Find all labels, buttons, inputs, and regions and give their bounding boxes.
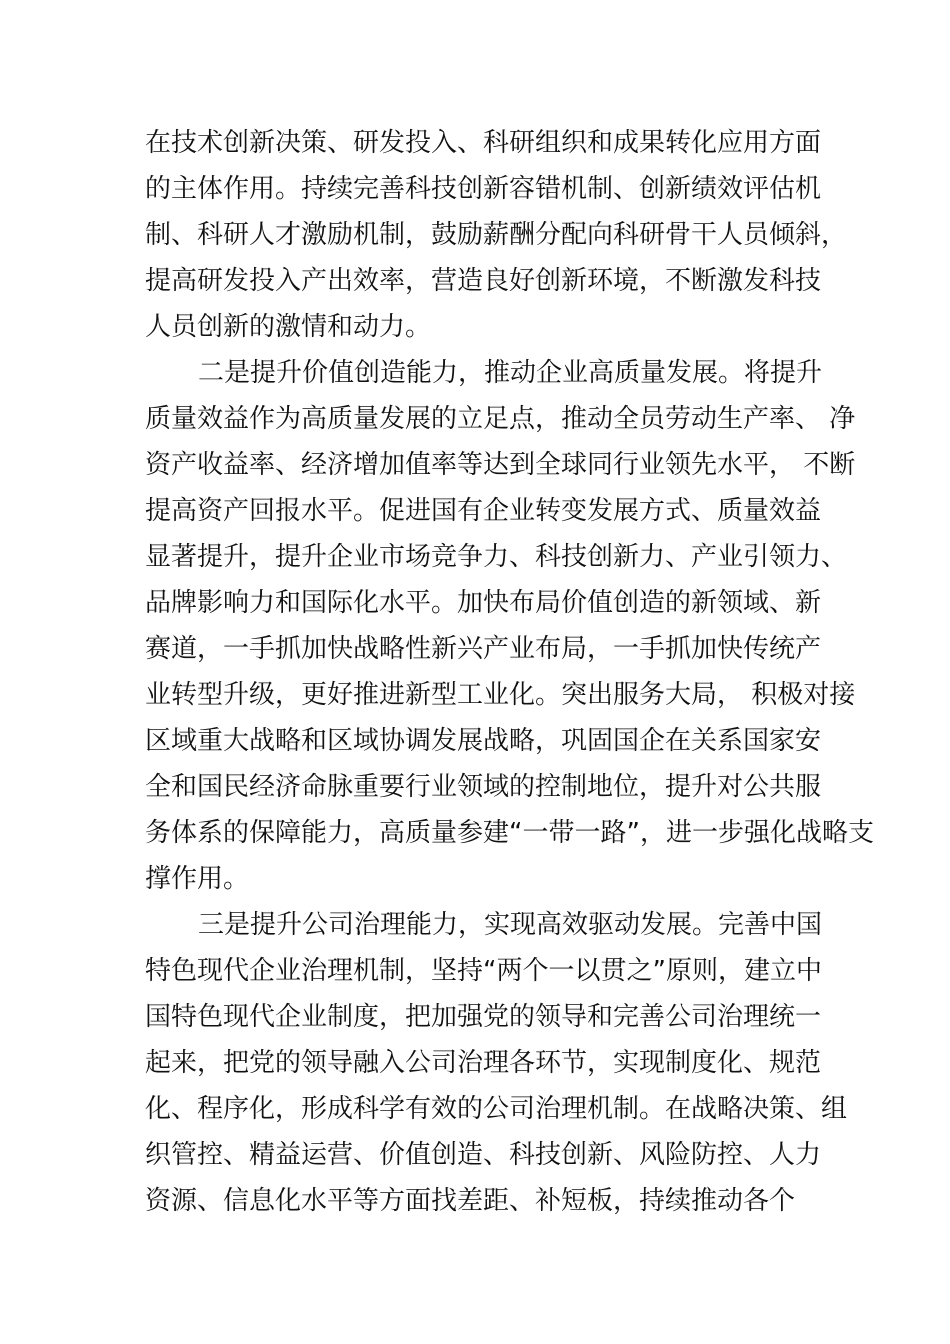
text-line: 起来，把党的领导融入公司治理各环节，实现制度化、规范 [145, 1048, 822, 1078]
text-line: 赛道，一手抓加快战略性新兴产业布局，一手抓加快传统产 [145, 634, 822, 664]
text-line: 区域重大战略和区域协调发展战略，巩固国企在关系国家安 [145, 726, 822, 756]
text-line: 提高研发投入产出效率，营造良好创新环境，不断激发科技 [145, 266, 822, 296]
text-line: 资源、信息化水平等方面找差距、补短板，持续推动各个 [145, 1186, 796, 1216]
text-line: 二是提升价值创造能力，推动企业高质量发展。将提升 [198, 358, 823, 388]
text-line: 务体系的保障能力，高质量参建“一带一路”，进一步强化战略支 [145, 818, 874, 848]
text-line: 业转型升级，更好推进新型工业化。突出服务大局， 积极对接 [145, 680, 856, 710]
text-line: 化、程序化，形成科学有效的公司治理机制。在战略决策、组 [145, 1094, 848, 1124]
text-line: 制、科研人才激励机制，鼓励薪酬分配向科研骨干人员倾斜， [145, 220, 848, 250]
text-line: 在技术创新决策、研发投入、科研组织和成果转化应用方面 [145, 128, 822, 158]
text-line: 全和国民经济命脉重要行业领域的控制地位，提升对公共服 [145, 772, 822, 802]
text-line: 品牌影响力和国际化水平。加快布局价值创造的新领域、新 [145, 588, 822, 618]
text-line: 显著提升，提升企业市场竞争力、科技创新力、产业引领力、 [145, 542, 848, 572]
text-line: 质量效益作为高质量发展的立足点，推动全员劳动生产率、 净 [145, 404, 856, 434]
text-line: 特色现代企业治理机制，坚持“两个一以贯之”原则，建立中 [145, 956, 822, 986]
text-line: 资产收益率、经济增加值率等达到全球同行业领先水平， 不断 [145, 450, 856, 480]
text-line: 国特色现代企业制度，把加强党的领导和完善公司治理统一 [145, 1002, 822, 1032]
text-line: 三是提升公司治理能力，实现高效驱动发展。完善中国 [198, 910, 823, 940]
text-line: 人员创新的激情和动力。 [145, 312, 432, 342]
text-line: 织管控、精益运营、价值创造、科技创新、风险防控、人力 [145, 1140, 822, 1170]
text-line: 撑作用。 [145, 864, 250, 894]
text-line: 提高资产回报水平。促进国有企业转变发展方式、质量效益 [145, 496, 822, 526]
text-line: 的主体作用。持续完善科技创新容错机制、创新绩效评估机 [145, 174, 822, 204]
